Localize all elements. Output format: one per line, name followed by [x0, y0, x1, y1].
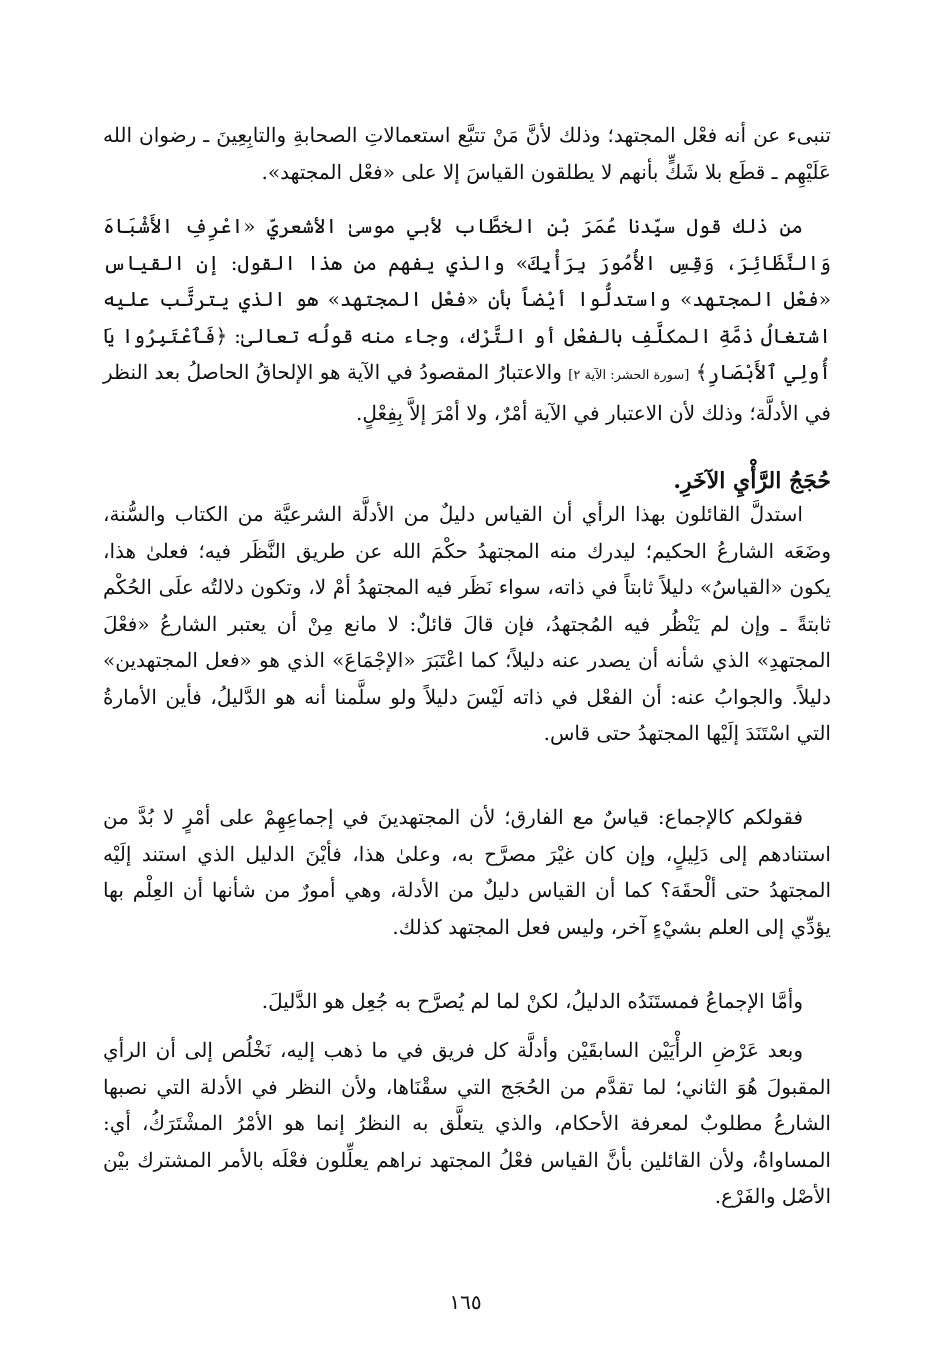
paragraph-1: تنبىء عن أنه فعْل المجتهد؛ وذلك لأنَّ مَنْ تتبَّع استعمالاتِ الصحابةِ والتابِعِينَ ـ رضوان الله عَلَيْهِم ـ قطَع بلا شَكٍّ بأنهم لا يطلقون القياسَ إلا على «فعْل المجتهد».: [103, 123, 831, 184]
paragraph-2-text-a: من ذلك قول سيِّدنا عُمَرَ بْنِ الخطَّاب لأبي موسىٰ الأشعريّ «اعْرِفِ الأَشْبَاهَ وَالنَّظَائِرَ، وَقِسِ الأُمُورَ بِرَأْيِكَ» والذي يفهم من هذا القول: إن القياس «فعْل المجتهد» واستدلُّوا أيْضاً بأن «فعْل المجتهد» هو الذي يترتَّب عليه اشتغالُ ذمَّةِ المكلَّفِ بالفعْل أو التَّرْك، وجاء منه قولُه تعالىٰ: ﴿فَٱعْتَبِرُوا يَا أُولِي ٱلأَبْصَارِ﴾: [103, 214, 832, 384]
quran-reference: [سورة الحشر: الآية ٢]: [568, 368, 690, 383]
paragraph-2: [103, 208, 831, 431]
paragraph-5: وأمَّا الإجماعُ فمستَنَدُه الدليلُ، لكنْ لما لم يُصرَّح به جُعِل هو الدَّليلَ.: [261, 989, 803, 1013]
paragraph-6: وبعد عَرْضِ الرأْيَيْن السابقَيْن وأدلَّة كل فريق في ما ذهب إليه، نَخْلُص إلى أن الرأي المقبولَ هُوَ الثاني؛ لما تقدَّم من الحُجَج التي سقْنَاها، ولأن النظر في الأدلة التي نصبها الشارعُ مطلوبٌ لمعرفة الأحكام، والذي يتعلَّق به النظرُ إنما هو الأمْرُ المشْتَرَكُ، أي: المساواةُ، ولأن القائلين بأنَّ القياس فعْلُ المجتهد نراهم يعلِّلون فعْلَه بالأمر المشترك بيْن الأصْل والفَرْع.: [103, 1038, 831, 1208]
section-heading: حُجَجُ الرَّأْيِ الآخَرِ.: [673, 468, 831, 494]
page-number: ١٦٥: [449, 1290, 482, 1314]
paragraph-4: فقولكم كالإجماع: قياسٌ مع الفارق؛ لأن المجتهدينَ في إجماعِهِمْ على أمْرٍ لا بُدَّ من استنادهم إلى دَلِيلٍ، وإن كان غيْرَ مصرَّح به، وعلىٰ هذا، فأيْنَ الدليل الذي استند إلَيْه المجتهدُ حتى ألْحقَهَ؟ كما أن القياس دليلٌ من الأدلة، وهي أمورٌ من شأنها أن العِلْم بها يؤدِّي إلى العلم بشيْءٍ آخر، وليس فعل المجتهد كذلك.: [103, 805, 831, 939]
paragraph-3: استدلَّ القائلون بهذا الرأي أن القياس دليلٌ من الأدلَّة الشرعيَّة من الكتاب والسُّنة، وضَعَه الشارعُ الحكيم؛ ليدرك منه المجتهدُ حكْمَ الله عن طريق النَّظَر فيه؛ فعلىٰ هذا، يكون «القياسُ» دليلاً ثابتاً في ذاته، سواء نَظَر فيه المجتهدُ أمْ لا، وتكون دلالتُه علَى الحُكْم ثابتةً ـ وإن لم يَنْظُر فيه المُجتهدُ، فإن قالَ قائلٌ: لا مانع مِنْ أن يعتبر الشارعُ «فعْلَ المجتهدِ» الذي شأنه أن يصدر عنه دليلاً؛ كما اعْتَبَرَ «الإجْمَاعَ» الذي هو «فعل المجتهدين» دليلاً. والجوابُ عنه: أن الفعْل في ذاته لَيْسَ دليلاً ولو سلَّمنا أنه هو الدَّليلُ، فأين الأمارةُ التي اسْتَنَدَ إلَيْها المجتهدُ حتى قاس.: [103, 502, 831, 745]
paragraph-2-text-b: والاعتبارُ المقصودُ في الآية هو الإلحاقُ الحاصلُ بعد النظر في الأدلَّة؛ وذلك لأن الاعتبار في الآية أمْرٌ، ولا أمْرَ إلاَّ بِفِعْلٍ.: [103, 360, 831, 425]
